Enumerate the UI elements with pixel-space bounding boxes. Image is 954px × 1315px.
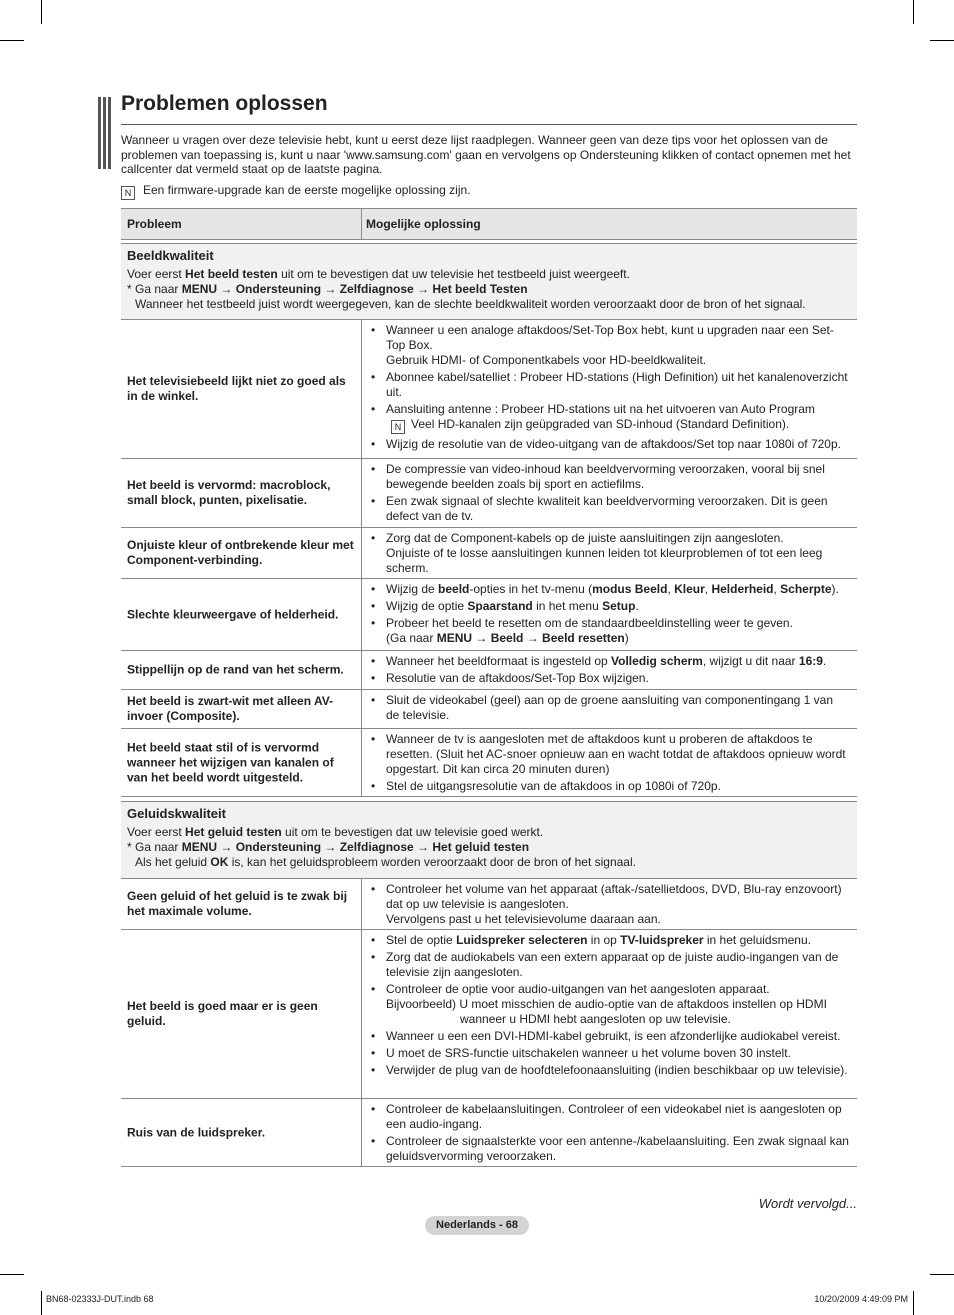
page-title: Problemen oplossen: [121, 92, 328, 115]
header-problem: Probleem: [127, 217, 182, 231]
solution-list: • De compressie van video-inhoud kan beeldvervorming veroorzaken, vooral bij snel bewegende beelden zoals bij sport en actiefilms. • Een zwak signaal of slechte kwaliteit kan beeldvervorming veroorzaken. Dit is geen defect van de tv.: [369, 462, 849, 526]
note-icon: N: [121, 186, 135, 200]
table-row: [121, 528, 857, 579]
table-row: [121, 930, 857, 1099]
crop-mark: [0, 40, 24, 41]
crop-mark: [41, 1291, 42, 1315]
continued-label: Wordt vervolgd...: [758, 1196, 857, 1211]
problem-cell: Onjuiste kleur of ontbrekende kleur met Component-verbinding.: [127, 538, 354, 567]
solution-list: • Wanneer u een analoge aftakdoos/Set-Top Box hebt, kunt u upgraden naar een Set-Top Box. Gebruik HDMI- of Componentkabels voor HD-beeldkwaliteit. • Abonnee kabel/satelliet : Probeer HD-stations (High Definition) uit het kanalenoverzicht uit. • Aansluiting antenne : Probeer HD-stations uit na het uitvoeren van Auto Program N Veel HD-kanalen zijn geüpgraded van SD-inhoud (Standard Definition). • Wijzig de resolutie van de video-uitgang van de aftakdoos/Set top naar 1080i of 720p.: [369, 323, 849, 454]
crop-mark: [913, 0, 914, 24]
section-heading: Geluidskwaliteit: [127, 806, 226, 821]
solution-list: • Controleer de kabelaansluitingen. Controleer of een videokabel niet is aangesloten op een audio-ingang. • Controleer de signaalsterkte voor een antenne-/kabelaansluiting. Een zwak signaal kan geluidsvervorming veroorzaken.: [369, 1102, 849, 1166]
solution-list: • Wijzig de beeld-opties in het tv-menu (modus Beeld, Kleur, Helderheid, Scherpte). • Wijzig de optie Spaarstand in het menu Setup. • Probeer het beeld te resetten om de standaardbeeldinstelling weer te geven. (Ga naar MENU → Beeld → Beeld resetten): [369, 582, 849, 648]
problem-cell: Stippellijn op de rand van het scherm.: [127, 662, 344, 677]
note-icon: N: [391, 420, 405, 434]
table-row: [121, 579, 857, 651]
solution-list: • Wanneer de tv is aangesloten met de aftakdoos kunt u proberen de aftakdoos te resetten. (Sluit het AC-snoer opnieuw aan en wacht totdat de aftakdoos opnieuw wordt opgestart. Dit kan circa 20 minuten duren) • Stel de uitgangsresolutie van de aftakdoos in op 1080i of 720p.: [369, 732, 849, 796]
solution-list: • Zorg dat de Component-kabels op de juiste aansluitingen zijn aangesloten. Onjuiste of te losse aansluitingen kunnen leiden tot kleurproblemen of tot een leeg scherm.: [369, 531, 849, 578]
crop-mark: [930, 40, 954, 41]
table-row: [121, 651, 857, 690]
note-text: Een firmware-upgrade kan de eerste mogelijke oplossing zijn.: [143, 183, 471, 197]
problem-cell: Het televisiebeeld lijkt niet zo goed als in de winkel.: [127, 374, 346, 403]
title-rule: [121, 124, 857, 125]
table-row: [121, 459, 857, 528]
problem-cell: Het beeld is goed maar er is geen geluid.: [127, 999, 318, 1028]
problem-cell: Slechte kleurweergave of helderheid.: [127, 607, 339, 621]
solution-list: • Stel de optie Luidspreker selecteren in op TV-luidspreker in het geluidsmenu. • Zorg dat de audiokabels van een extern apparaat op de juiste audio-ingangen van de televisie zijn aangesloten. • Controleer de optie voor audio-uitgangen van het aangesloten apparaat. Bijvoorbeeld) U moet misschien de audio-optie van de aftakdoos instellen op HDMI wanneer u HDMI hebt aangesloten op uw televisie. • Wanneer u een een DVI-HDMI-kabel gebruikt, is een afzonderlijke audiokabel vereist. • U moet de SRS-functie uitschakelen wanneer u het volume boven 30 instelt. • Verwijder de plug van de hoofdtelefoonaansluiting (indien beschikbaar op uw televisie).: [369, 933, 849, 1080]
table-row: [121, 1099, 857, 1167]
solution-list: • Sluit de videokabel (geel) aan op de groene aansluiting van componentingang 1 van de televisie.: [369, 693, 849, 725]
page-number-badge: Nederlands - 68: [425, 1216, 529, 1235]
section-beeldkwaliteit: Beeldkwaliteit Voer eerst Het beeld testen uit om te bevestigen dat uw televisie het testbeeld juist weergeeft. * Ga naar MENU → Ondersteuning → Zelfdiagnose → Het beeld Testen Wanneer het testbeeld juist wordt weergegeven, kan de slechte beeldkwaliteit worden veroorzaakt door de bron of het signaal.: [121, 243, 857, 320]
intro-text: Wanneer u vragen over deze televisie hebt, kunt u eerst deze lijst raadplegen. Wanneer geen van deze tips voor het oplossen van de problemen van toepassing is, kunt u naar 'www.samsung.com' gaan en vervolgens op Ondersteuning klikken of contact opnemen met het callcenter dat vermeld staat op de laatste pagina.: [121, 133, 851, 176]
footer-file-info: BN68-02333J-DUT.indb 68: [46, 1294, 154, 1304]
solution-list: • Controleer het volume van het apparaat (aftak-/satellietdoos, DVD, Blu-ray enzovoort) dat op uw televisie is aangesloten. Vervolgens past u het televisievolume daaraan aan.: [369, 882, 849, 929]
title-decoration-bars: [98, 97, 112, 169]
section-heading: Beeldkwaliteit: [127, 248, 214, 263]
table-row: [121, 879, 857, 930]
table-row: [121, 690, 857, 729]
problem-cell: Geen geluid of het geluid is te zwak bij het maximale volume.: [127, 889, 348, 918]
footer-timestamp: 10/20/2009 4:49:09 PM: [814, 1294, 908, 1304]
section-geluidskwaliteit: Geluidskwaliteit Voer eerst Het geluid testen uit om te bevestigen dat uw televisie goed werkt. * Ga naar MENU → Ondersteuning → Zelfdiagnose → Het geluid testen Als het geluid OK is, kan het geluidsprobleem worden veroorzaakt door de bron of het signaal.: [121, 801, 857, 879]
problem-cell: Het beeld is vervormd: macroblock, small block, punten, pixelisatie.: [127, 478, 331, 507]
problem-cell: Het beeld is zwart-wit met alleen AV-invoer (Composite).: [127, 694, 334, 723]
solution-list: • Wanneer het beeldformaat is ingesteld op Volledig scherm, wijzigt u dit naar 16:9. • Resolutie van de aftakdoos/Set-Top Box wijzigen.: [369, 654, 849, 688]
firmware-note: [121, 183, 857, 200]
crop-mark: [0, 1274, 24, 1275]
problem-cell: Het beeld staat stil of is vervormd wanneer het wijzigen van kanalen of van het beeld wordt uitgesteld.: [127, 740, 334, 784]
table-row: [121, 320, 857, 459]
header-solution: Mogelijke oplossing: [366, 217, 481, 231]
table-row: [121, 729, 857, 797]
problem-cell: Ruis van de luidspreker.: [127, 1125, 266, 1139]
table-header: [121, 208, 857, 240]
crop-mark: [930, 1274, 954, 1275]
crop-mark: [41, 0, 42, 24]
crop-mark: [913, 1291, 914, 1315]
